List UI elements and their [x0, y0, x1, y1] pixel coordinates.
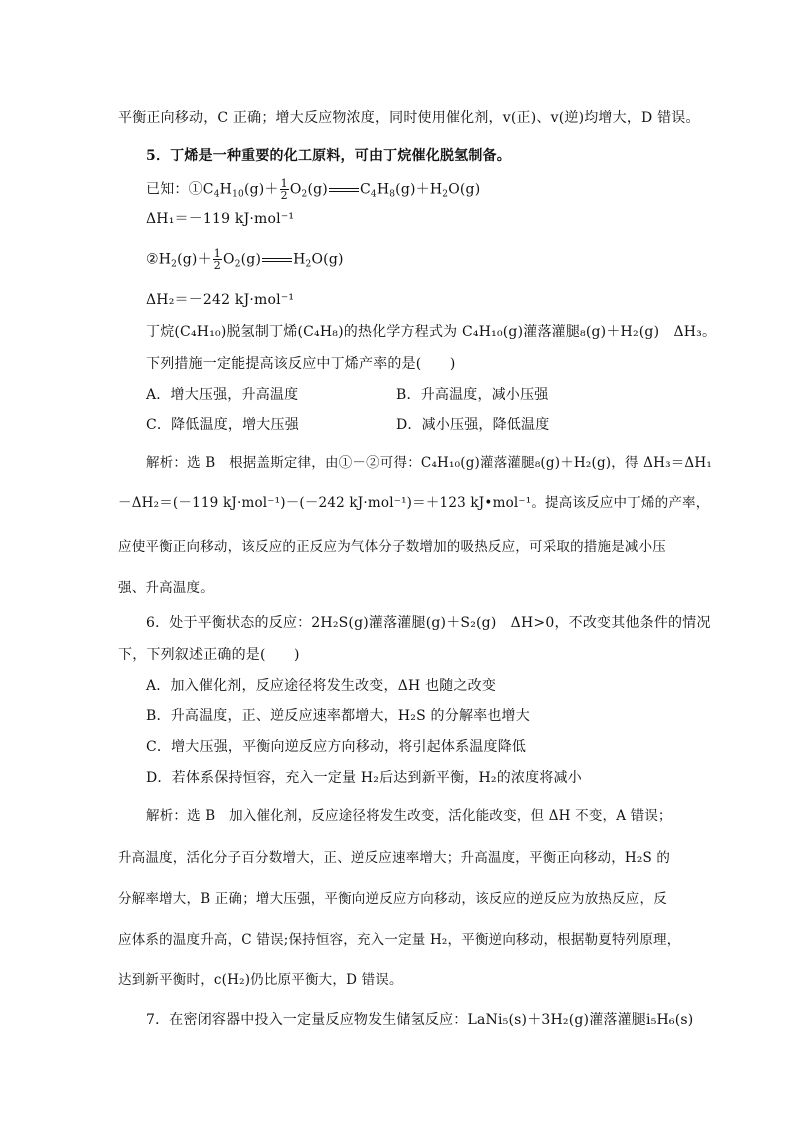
q5-solution-line-3: 应使平衡正向移动，该反应的正反应为气体分子数增加的吸热反应，可采取的措施是减小压: [118, 539, 666, 555]
q5-option-b[interactable]: B．升高温度，减小压强: [396, 387, 549, 403]
q5-option-c[interactable]: C．降低温度，增大压强: [146, 417, 299, 433]
q6-solution-line-1: 解析：选 B 加入催化剂，反应途径将发生改变，活化能改变，但 ΔH 不变，A 错误；: [146, 808, 672, 824]
q6-option-a[interactable]: A．加入催化剂，反应途径将发生改变，ΔH 也随之改变: [146, 678, 497, 694]
q5-stem: 5．丁烯是一种重要的化工原料，可由丁烷催化脱氢制备。: [146, 148, 511, 164]
q5-solution-line-4: 强、升高温度。: [118, 580, 214, 596]
previous-solution-tail: 平衡正向移动，C 正确；增大反应物浓度，同时使用催化剂，v(正)、v(逆)均增大，D 错误。: [118, 110, 700, 126]
q6-solution-line-3: 分解率增大，B 正确；增大压强，平衡向逆反应方向移动，该反应的逆反应为放热反应，反: [118, 891, 667, 907]
q5-dh1: ΔH₁＝－119 kJ·mol⁻¹: [146, 211, 295, 227]
equals-sign: [329, 188, 359, 192]
q5-options-row-1: [146, 385, 666, 405]
q5-question: 下列措施一定能提高该反应中丁烯产率的是( ): [146, 356, 456, 372]
q5-equation-2: $②H_2(g)+$ $\frac{1}{2}$ $O_2(g)$ $H_2O(g)$: [146, 247, 344, 272]
q6-option-c[interactable]: C．增大压强，平衡向逆反应方向移动，将引起体系温度降低: [146, 739, 527, 755]
fraction-half-2: $\frac{1}{2}$: [213, 247, 221, 272]
q5-eq1-product: C: [359, 181, 371, 198]
q5-option-d[interactable]: D．减小压强，降低温度: [396, 417, 550, 433]
q5-option-a[interactable]: A．增大压强，升高温度: [146, 387, 299, 403]
q5-options-row-2: [146, 415, 666, 435]
q5-thermo-equation: 丁烷(C₄H₁₀)脱氢制丁烯(C₄H₈)的热化学方程式为 C₄H₁₀(g)灌落灌腿₈(g)＋H₂(g) ΔH₃。: [146, 324, 717, 340]
equals-sign-2: [262, 258, 292, 262]
q5-dh2: ΔH₂＝－242 kJ·mol⁻¹: [146, 292, 295, 308]
q7-stem: 7．在密闭容器中投入一定量反应物发生储氢反应：LaNi₅(s)＋3H₂(g)灌落灌腿i₅H₆(s): [146, 1012, 694, 1028]
q6-stem-line-2: 下，下列叙述正确的是( ): [118, 647, 300, 663]
q6-stem-line-1: 6．处于平衡状态的反应：2H₂S(g)灌落灌腿(g)＋S₂(g) ΔH>0，不改变其他条件的情况: [146, 615, 711, 631]
q6-option-d[interactable]: D．若体系保持恒容，充入一定量 H₂后达到新平衡，H₂的浓度将减小: [146, 770, 582, 786]
q6-solution-line-2: 升高温度，活化分子百分数增大，正、逆反应速率增大；升高温度，平衡正向移动，H₂S 的: [118, 850, 671, 866]
q5-equation-1: 已知：$①C_4H_{10}(g)+$ $\frac{1}{2}$ $O_2(g)$ $C_4H_8(g)+H_2O(g)$: [146, 177, 481, 202]
q5-eq1-prefix: 已知：①C: [146, 181, 214, 198]
q5-eq2-prefix: ②H: [146, 251, 172, 268]
q6-option-b[interactable]: B．升高温度，正、逆反应速率都增大，H₂S 的分解率也增大: [146, 708, 530, 724]
fraction-half: $\frac{1}{2}$: [280, 177, 288, 202]
q5-solution-line-1: 解析：选 B 根据盖斯定律，由①－②可得：C₄H₁₀(g)灌落灌腿₈(g)＋H₂(g)，得 ΔH₃＝ΔH₁: [146, 455, 712, 471]
q5-solution-line-2: －ΔH₂＝(－119 kJ·mol⁻¹)－(－242 kJ·mol⁻¹)＝＋123 kJ•mol⁻¹。提高该反应中丁烯的产率，: [118, 495, 710, 511]
q5-eq1-o2: O: [289, 181, 302, 198]
q6-solution-line-4: 应体系的温度升高，C 错误;保持恒容，充入一定量 H₂，平衡逆向移动，根据勒夏特列原理，: [118, 932, 681, 948]
q6-solution-line-5: 达到新平衡时，c(H₂)仍比原平衡大，D 错误。: [118, 972, 403, 988]
